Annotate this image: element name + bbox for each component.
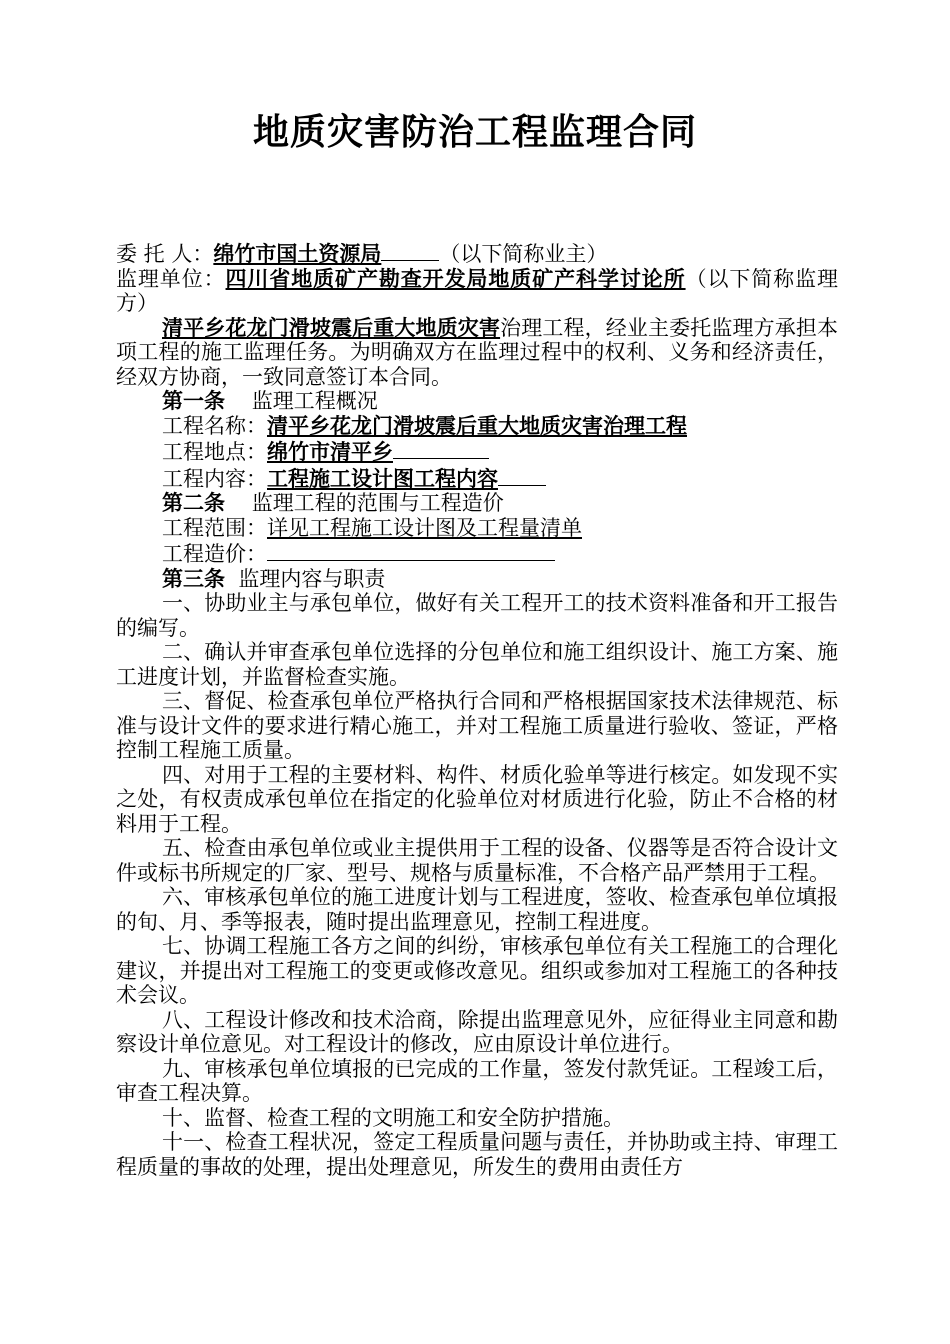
cost-blank: [267, 540, 555, 561]
supervisor-line: [116, 267, 838, 316]
article1-title: 监理工程概况: [251, 389, 378, 413]
article3-number: 第三条: [162, 565, 225, 591]
project-content-line: [116, 465, 838, 492]
duty-item-8: 八、工程设计修改和技术洽商，除提出监理意见外，应征得业主同意和勘察设计单位意见。对工程设计的修改，应由原设计单位进行。: [116, 1007, 838, 1056]
cost-label: 工程造价：: [162, 542, 267, 566]
supervisor-suffix: （以下简称监理方）: [116, 266, 838, 315]
scope-value: 详见工程施工设计图及工程量清单: [267, 515, 582, 540]
client-suffix: （以下简称业主）: [439, 242, 608, 266]
client-line: [116, 240, 838, 267]
duty-item-4: 四、对用于工程的主要材料、构件、材质化验单等进行核定。如发现不实之处，有权责成承包单位在指定的化验单位对材质进行化验，防止不合格的材料用于工程。: [116, 762, 838, 836]
duty-item-7: 七、协调工程施工各方之间的纠纷，审核承包单位有关工程施工的合理化建议，并提出对工程施工的变更或修改意见。组织或参加对工程施工的各种技术会议。: [116, 934, 838, 1007]
duty-item-5: 五、检查由承包单位或业主提供用于工程的设备、仪器等是否符合设计文件或标书所规定的厂家、型号、规格与质量标准，不合格产品严禁用于工程。: [116, 836, 838, 885]
scope-label: 工程范围：: [162, 515, 267, 540]
document-title: 地质灾害防治工程监理合同: [252, 111, 697, 153]
project-site-label: 工程地点：: [162, 440, 267, 464]
intro-project: 清平乡花龙门滑坡震后重大地质灾害: [162, 314, 501, 340]
duty-item-9: 九、审核承包单位填报的已完成的工作量，签发付款凭证。工程竣工后，审查工程决算。: [116, 1056, 838, 1105]
client-value: 绵竹市国土资源局: [213, 241, 382, 266]
article1-number: 第一条: [162, 388, 225, 413]
project-name-label: 工程名称：: [162, 413, 267, 438]
cost-line: [116, 540, 838, 567]
duty-item-10: 十、监督、检查工程的文明施工和安全防护措施。: [162, 1105, 624, 1130]
duty-item-1: 一、协助业主与承包单位，做好有关工程开工的技术资料准备和开工报告的编写。: [116, 591, 838, 640]
client-blank: [381, 240, 439, 261]
article2-heading: [116, 491, 838, 516]
project-content-value: 工程施工设计图工程内容: [267, 465, 498, 491]
article1-heading: [116, 389, 838, 414]
article2-title: 监理工程的范围与工程造价: [251, 491, 504, 515]
article3-title: 监理内容与职责: [238, 566, 386, 591]
intro-paragraph: [116, 316, 838, 390]
project-name-value: 清平乡花龙门滑坡震后重大地质灾害治理工程: [267, 412, 687, 438]
project-site-line: [116, 438, 838, 465]
intro-text: 治理工程，经业主委托监理方承担本项工程的施工监理任务。为明确双方在监理过程中的权利、义务和经济责任，经双方协商，一致同意签订本合同。: [116, 315, 839, 389]
duty-item-11: 十一、检查工程状况，签定工程质量问题与责任，并协助或主持、审理工程质量的事故的处理，提出处理意见，所发生的费用由责任方: [116, 1130, 838, 1179]
article3-heading: [116, 567, 838, 592]
supervisor-label: 监理单位：: [116, 266, 226, 291]
client-label: 委 托 人：: [116, 242, 214, 266]
project-name-line: [116, 414, 838, 439]
article2-number: 第二条: [162, 490, 225, 515]
project-content-blank: [498, 465, 546, 486]
project-site-value: 绵竹市清平乡: [267, 439, 393, 464]
scope-line: [116, 516, 838, 541]
duty-item-3: 三、督促、检查承包单位严格执行合同和严格根据国家技术法律规范、标准与设计文件的要求进行精心施工，并对工程施工质量进行验收、签证，严格控制工程施工质量。: [116, 689, 838, 762]
project-content-label: 工程内容：: [162, 466, 267, 491]
duty-item-2: 二、确认并审查承包单位选择的分包单位和施工组织设计、施工方案、施工进度计划，并监督检查实施。: [116, 640, 838, 689]
duty-item-6: 六、审核承包单位的施工进度计划与工程进度，签收、检查承包单位填报的旬、月、季等报表，随时提出监理意见，控制工程进度。: [116, 885, 838, 934]
contract-body: [116, 240, 838, 1179]
project-site-blank: [393, 438, 489, 459]
supervisor-value: 四川省地质矿产勘查开发局地质矿产科学讨论所: [225, 265, 686, 291]
